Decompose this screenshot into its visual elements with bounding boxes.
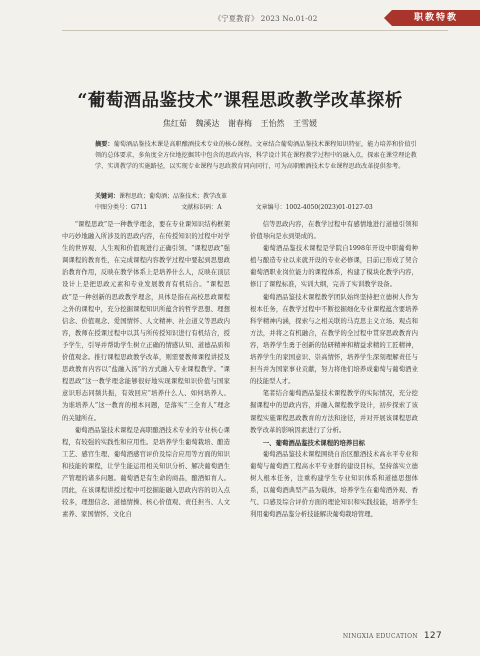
- authors: 焦红茹 魏溪达 谢春梅 王怡然 王雪媛: [162, 119, 318, 128]
- article-title: “葡萄酒品鉴技术”课程思政教学改革探析: [77, 91, 403, 111]
- page-number: 127: [423, 631, 442, 641]
- paragraph: 信等思政内容，在教学过程中有感情地进行道德引领和价值导向是水到渠成的。: [250, 221, 418, 241]
- header-rule: [62, 30, 448, 31]
- page-footer: [343, 631, 442, 641]
- abstract-label: 摘要：: [95, 141, 114, 148]
- paragraph: 笔者结合葡萄酒品鉴技术课程教学的实际情况，充分挖掘课程中的思政内容，并融入课程教学设计，初步探索了该课程实施课程思政教育的方法和途径，并对开展该课程思政教学改革的影响因素进行了分析。: [250, 390, 418, 434]
- article-meta: [95, 191, 417, 213]
- abstract-text: 葡萄酒品鉴技术课是高职酿酒技术专业的核心课程。文章结合葡萄酒品鉴技术课程知识特征，能力培养和价值引领的总体要求，多角度全方位地挖掘其中包含的思政内容，科学设计其在课程教学过程中的融入点，探索在课堂理论教学、实训教学的实施路径，以实现专业课程与思政教育同向同行，可为高职酿酒技术专业课程思政改革提供参考。: [95, 141, 417, 170]
- paragraph: 葡萄酒品鉴技术课程教学团队始终坚持把立德树人作为根本任务，在教学过程中不断挖掘细化专业课程蕴含要培养科学精神内涵，探索与之相关联的马克思主义立场、观点和方法，并将之有机融合，在教学的全过程中贯穿思政教育内容，培养学生勇于创新的钻研精神和精益求精的工匠精神，培养学生的家国意识、崇高情怀，培养学生深刻理解责任与担当并为国家事业贡献，努力将他们培养成葡萄与葡萄酒业的技能型人才。: [250, 293, 418, 386]
- section-heading: 一、葡萄酒品鉴技术课程的培养目标: [262, 438, 366, 447]
- journal-header: 《宁夏教育》 2023 No.01-02: [214, 14, 318, 23]
- clc-number: 中图分类号：G711: [95, 204, 148, 211]
- body-column-left: [62, 219, 230, 521]
- paragraph: 葡萄酒品鉴技术课程是学院自1998年开设中职葡萄种植与酿造专业以来就开设的专业必修课，目前已形成了契合葡萄酒职业岗位能力的课程体系，构建了模块化教学内容，修订了课程标准，实训大纲，完善了实训教学设备。: [250, 245, 418, 289]
- document-code: 文献标识码：A: [181, 204, 222, 211]
- paragraph: 葡萄酒品鉴技术课程是高职酿酒技术专业的专业核心课程，有较强的实践性和应用性。是培养学生葡萄栽培、酿造工艺、感官生理、葡萄酒感官评价及综合应用等方面的知识和技能的课程，让学生能运用相关知识分析、解决葡萄酒生产管理的诸多问题。葡萄酒是有生命的商品，酿酒如育人。因此，在该课程讲授过程中可挖掘能融入思政内容的切入点较多，理想信念、道德情操、核心价值观、责任担当、人文素养、家国情怀、文化自: [62, 426, 230, 519]
- abstract: [95, 139, 417, 172]
- column-banner: 职教特教: [392, 10, 480, 26]
- paragraph: “课程思政”是一种教学理念，要在专业课知识结构框架中巧妙地融入所涉及的思政内容，在传授知识的过程中对学生的世界观、人生观和价值观进行正确引领。“课程思政”强调课程的教育性，在完成课程内容教学过程中要起到思想政治教育作用，反映在教学体系上是培养什么人，反映在顶层设计上是把思政元素和专业发展教育有机结合。“课程思政”是一种创新的思政教学理念，具体是指在高校思政课程之外的课程中，充分挖掘课程知识所蕴含的哲学思想、理想信念、价值观念、爱国情怀、人文精神、社会道义等思政内容，教师在授课过程中以其与所传授知识进行有机结合，授予学生，引导并帮助学生树立正确的情感认知、道德品质和价值观念。推行课程思政教学改革，则需要教师课程讲授及思政教育内容以“盐融入汤”的方式融入专业课程教学。“课程思政”这一教学理念能够很好地实现课程知识价值与国家意识形态同频共振，有效回应“培养什么人、如何培养人、为谁培养人”这一教育的根本问题，是落实“三全育人”理念的关键所在。: [62, 221, 230, 422]
- keywords-text: 课程思政；葡萄酒；品鉴技术；教学改革: [119, 193, 228, 200]
- body-column-right: [250, 219, 418, 521]
- paragraph: 葡萄酒品鉴技术课程围绕自治区酿酒技术高水平专业和葡萄与葡萄酒工程高水平专业群的建设目标，坚持落实立德树人根本任务，注重构建学生专业知识体系和道德思想体系，以葡萄酒典型产品为载体，培养学生在葡萄酒外观、香气、口感及综合评价方面的理论知识和实践技能，培养学生利用葡萄酒品鉴分析技能解决葡萄栽培管理、: [250, 450, 418, 519]
- article-number: 文章编号：1002-4050(2023)01-0127-03: [255, 204, 373, 211]
- footer-brand: NINGXIA EDUCATION: [342, 633, 418, 640]
- keywords-label: 关键词：: [95, 193, 120, 200]
